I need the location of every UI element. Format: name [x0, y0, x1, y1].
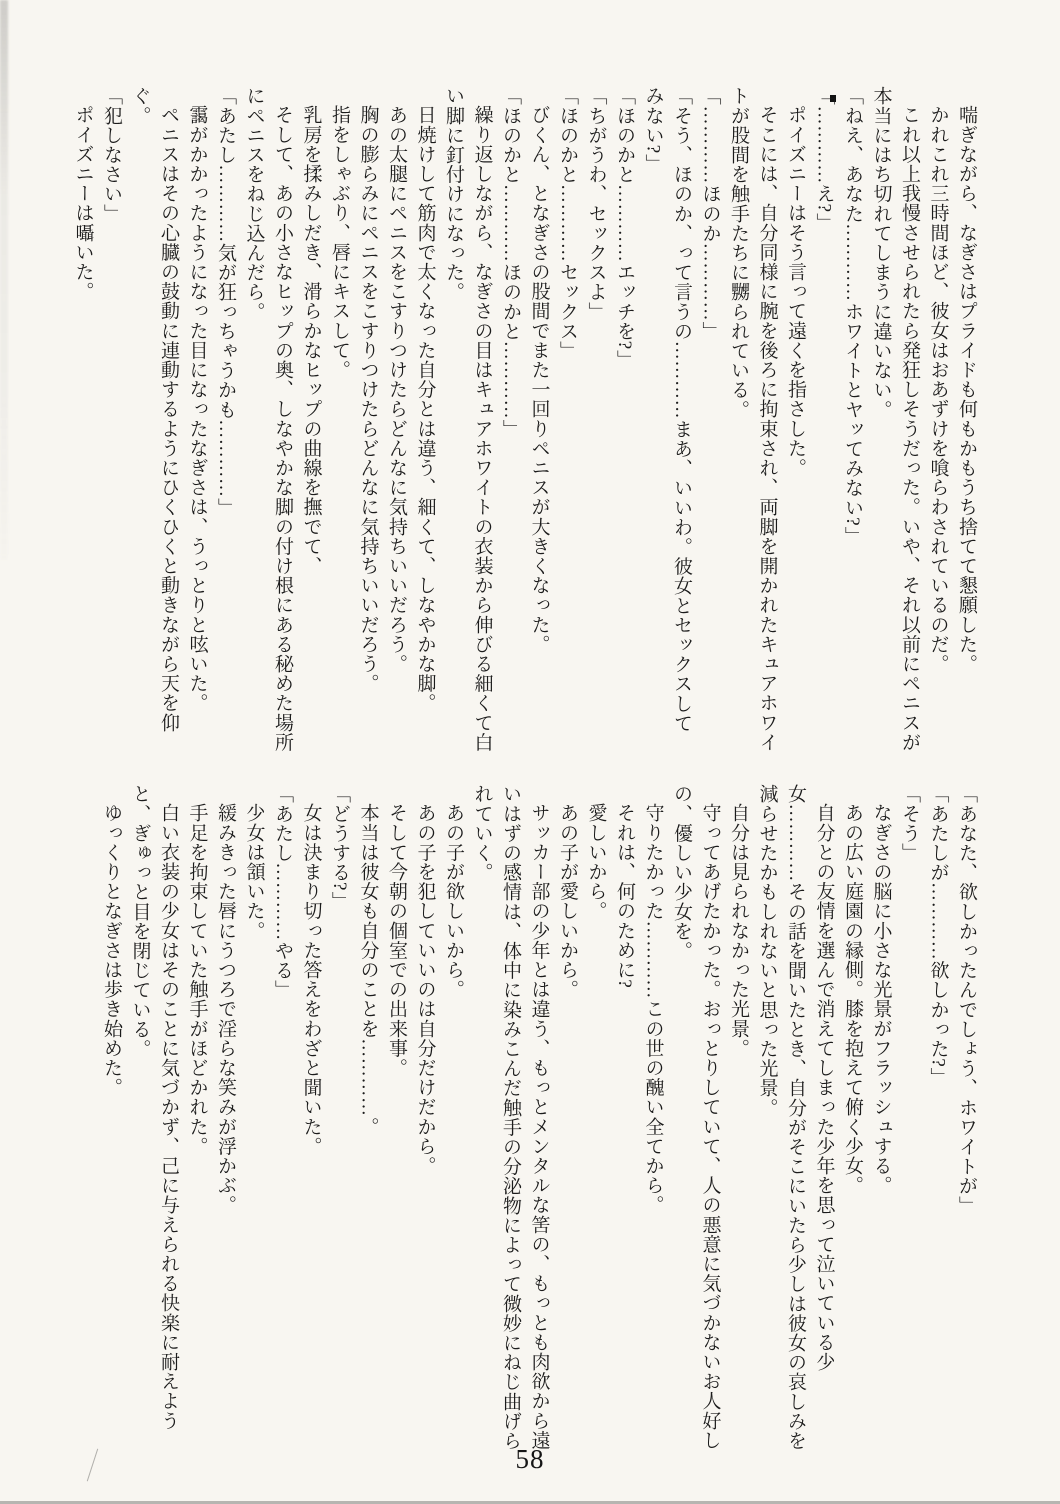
dialogue-line: 「犯しなさい」 [101, 86, 122, 224]
narrative-paragraph: ポイズニーは囁いた。 [72, 105, 94, 301]
narrative-paragraph: サッカー部の少年とは違う、もっとメンタルな筈の、もっとも肉欲から遠いはずの感情は、体中に染みこんだ触手の分泌物によって微妙にねじ曲げられていく。 [471, 784, 550, 1451]
scan-smudge-left-edge [0, 0, 8, 560]
narrative-paragraph: 本当は彼女も自分のことを…………。 [357, 803, 379, 1137]
narrative-paragraph: 自分との友情を選んで消えてしまった少年を思って泣いている少女…………その話を聞いたとき、自分がそこにいたら少しは彼女の哀しみを減らせたかもしれないと思った光景。 [756, 784, 835, 1451]
narrative-paragraph: そして、あの小さなヒップの奥、しなやかな脚の付け根にある秘めた場所にペニスをねじ込んだら。 [243, 86, 293, 752]
narrative-paragraph: 守ってあげたかった。おっとりしていて、人の悪意に気づかないお人好しの、優しい少女を。 [671, 784, 721, 1450]
dialogue-line: 「そう、ほのか、って言うの…………まあ、いいわ。彼女とセックスしてみない?」 [642, 86, 692, 733]
narrative-paragraph: 喘ぎながら、なぎさはプライドも何もかもうち捨てて懇願した。 [956, 105, 977, 674]
dialogue-line: 「どうする?」 [329, 784, 350, 911]
dialogue-line: 「ねえ、あなた…………ホワイトとヤッてみない?」 [842, 86, 863, 546]
dialogue-line: 「…………え?」 [813, 86, 835, 233]
dialogue-line: 「ほのかと…………セックス」 [557, 86, 578, 361]
dialogue-line: 「あなた、欲しかったんでしょう、ホワイトが」 [956, 784, 977, 1216]
dialogue-line: 「ちがうわ、セックスよ」 [585, 86, 607, 322]
page-number: 58 [515, 1444, 545, 1474]
narrative-paragraph: これ以上我慢させられたら発狂しそうだった。いや、それ以前にペニスが本当にはち切れてしまうに違いない。 [870, 86, 920, 752]
narrative-paragraph: 緩みきった唇にうつろで淫らな笑みが浮かぶ。 [215, 803, 236, 1215]
narrative-paragraph: 靄がかかったようになった目になったなぎさは、うっとりと呟いた。 [186, 105, 208, 713]
narrative-paragraph: ペニスはその心臓の鼓動に連動するようにひくひくと動きながら天を仰ぐ。 [129, 86, 179, 733]
narrative-paragraph: 女は決まり切った答えをわざと聞いた。 [300, 803, 322, 1156]
narrative-paragraph: ポイズニーはそう言って遠くを指さした。 [785, 105, 806, 478]
narrative-paragraph: あの子が欲しいから。 [443, 803, 464, 999]
dialogue-line: 「…………ほのか…………」 [699, 86, 721, 341]
text-block-top [72, 86, 980, 752]
dialogue-line: 「ほのかと…………ほのかと…………」 [500, 86, 521, 439]
narrative-paragraph: びくん、となぎさの股間でまた一回りペニスが大きくなった。 [528, 105, 550, 654]
narrative-paragraph: そこには、自分同様に腕を後ろに拘束され、両脚を開かれたキュアホワイトが股間を触手たちに嬲られている。 [728, 86, 778, 752]
dialogue-line: 「あたし…………やる」 [272, 784, 293, 1000]
narrative-paragraph: そして今朝の個室での出来事。 [386, 803, 407, 1078]
narrative-paragraph: 少女は頷いた。 [243, 803, 265, 941]
narrative-paragraph: なぎさの脳に小さな光景がフラッシュする。 [870, 803, 892, 1195]
narrative-paragraph: 白い衣装の少女はそのことに気づかず、己に与えられる快楽に耐えようと、ぎゅっと目を閉じている。 [129, 784, 179, 1431]
narrative-paragraph: 指をしゃぶり、唇にキスして。 [329, 105, 350, 380]
text-block-bottom [85, 784, 980, 1452]
dialogue-line: 「あたし…………気が狂っちゃうかも…………」 [215, 86, 236, 518]
narrative-paragraph: 愛しいから。 [585, 803, 607, 921]
narrative-paragraph: 胸の膨らみにペニスをこすりつけたらどんなに気持ちいいだろう。 [357, 105, 379, 693]
narrative-paragraph: 繰り返しながら、なぎさの目はキュアホワイトの衣装から伸びる細くて白い脚に釘付けになった。 [443, 86, 493, 752]
narrative-paragraph: あの子が愛しいから。 [557, 803, 578, 999]
narrative-paragraph: あの子を犯していいのは自分だけだから。 [414, 803, 436, 1176]
dialogue-line: 「そう」 [899, 784, 920, 863]
narrative-paragraph: ゆっくりとなぎさは歩き始めた。 [101, 803, 122, 1097]
narrative-paragraph: かれこれ三時間ほど、彼女はおあずけを喰らわされているのだ。 [927, 105, 949, 674]
dialogue-line: 「ほのかと…………エッチを?」 [614, 86, 635, 370]
narrative-paragraph: あの広い庭園の縁側。膝を抱えて俯く少女。 [842, 803, 863, 1195]
narrative-paragraph: 自分は見られなかった光景。 [728, 803, 749, 1058]
narrative-paragraph: 日焼けして筋肉で太くなった自分とは違う、細くて、しなやかな脚。 [414, 105, 436, 713]
narrative-paragraph: 手足を拘束していた触手がほどかれた。 [186, 803, 208, 1156]
narrative-paragraph: 守りたかった…………この世の醜い全てから。 [642, 803, 664, 1215]
narrative-paragraph: あの太腿にペニスをこすりつけたらどんなに気持ちいいだろう。 [386, 105, 407, 674]
narrative-paragraph: 乳房を揉みしだき、滑らかなヒップの曲線を撫でて、 [300, 105, 322, 576]
dialogue-line: 「あたしが…………欲しかった?」 [927, 784, 949, 1088]
narrative-paragraph: それは、何のために? [614, 803, 635, 989]
